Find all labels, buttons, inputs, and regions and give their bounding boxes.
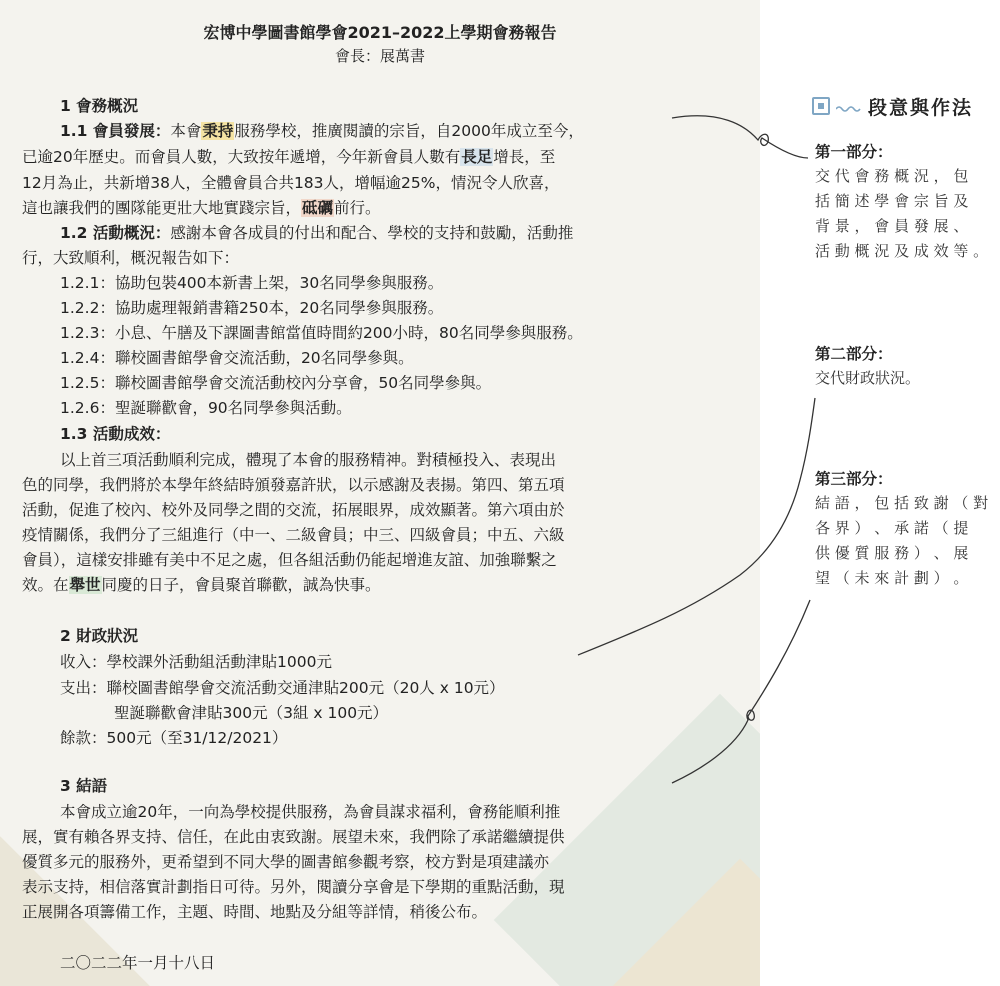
paragraph-line: 展，實有賴各界支持、信任，在此由衷致謝。展望未來，我們除了承諾繼續提供 — [22, 828, 565, 846]
list-item: 1.2.3：小息、午膳及下課圖書館當值時間約200小時，80名同學參與服務。 — [60, 324, 583, 342]
highlighted-word: 舉世 — [69, 576, 101, 594]
paragraph-line: 疫情關係，我們分了三組進行（中一、二級會員；中三、四級會員；中五、六級 — [22, 526, 565, 544]
subsection-label: 1.2 活動概況： — [60, 224, 171, 242]
paragraph-line: 本會成立逾20年，一向為學校提供服務，為會員謀求福利，會務能順利推 — [60, 803, 561, 821]
subsection-label: 1.1 會員發展： — [60, 122, 171, 140]
text: 服務學校，推廣閱讀的宗旨，自2000年成立至今， — [234, 122, 584, 140]
section-heading: 1 會務概況 — [60, 97, 139, 115]
finance-expense: 聖誕聯歡會津貼300元（3組 x 100元） — [114, 704, 389, 722]
note-title: 第三部分： — [815, 470, 893, 488]
text: 已逾20年歷史。而會員人數，大致按年遞增，今年新會員人數有 — [22, 148, 461, 166]
text: 同慶的日子，會員聚首聯歡，誠為快事。 — [101, 576, 381, 594]
list-item: 1.2.5：聯校圖書館學會交流活動校內分享會，50名同學參與。 — [60, 374, 492, 392]
note-line: 結 語 ， 包 括 致 謝 （ 對 — [815, 494, 989, 512]
list-item: 1.2.6：聖誕聯歡會，90名同學參與活動。 — [60, 399, 352, 417]
subsection-label: 1.3 活動成效： — [60, 425, 171, 443]
text: 這也讓我們的團隊能更壯大地實踐宗旨， — [22, 199, 302, 217]
sidebar-heading-text: 段意與作法 — [868, 97, 974, 119]
highlighted-word: 砥礪 — [302, 199, 334, 217]
text: 增長，至 — [493, 148, 556, 166]
paragraph-line: 表示支持，相信落實計劃指日可待。另外，閱讀分享會是下學期的重點活動，現 — [22, 878, 565, 896]
paragraph-line: 正展開各項籌備工作，主題、時間、地點及分組等詳情，稍後公布。 — [22, 903, 488, 921]
connector-line-1 — [672, 116, 808, 158]
section-heading: 3 結語 — [60, 777, 108, 795]
paragraph-line: 色的同學，我們將於本學年終結時頒發嘉許狀，以示感謝及表揚。第四、第五項 — [22, 476, 565, 494]
finance-balance: 餘款：500元（至31/12/2021） — [60, 729, 288, 747]
list-item: 1.2.1：協助包裝400本新書上架，30名同學參與服務。 — [60, 274, 444, 292]
paragraph-line: 活動，促進了校內、校外及同學之間的交流，拓展眼界，成效顯著。第六項由於 — [22, 501, 565, 519]
note-line: 括 簡 述 學 會 宗 旨 及 — [815, 192, 969, 210]
list-item: 1.2.4：聯校圖書館學會交流活動，20名同學參與。 — [60, 349, 414, 367]
text: 本會 — [170, 122, 202, 140]
note-title: 第一部分： — [815, 143, 893, 161]
note-line: 望 （ 未 來 計 劃 ） 。 — [815, 569, 969, 587]
document-author: 會長：展萬書 — [334, 47, 425, 65]
note-line: 交 代 會 務 概 況 ， 包 — [815, 167, 969, 185]
finance-income: 收入：學校課外活動組活動津貼1000元 — [60, 653, 332, 671]
finance-expense: 支出：聯校圖書館學會交流活動交通津貼200元（20人 x 10元） — [60, 679, 505, 697]
section-heading: 2 財政狀況 — [60, 627, 139, 645]
paragraph-line: 會員），這樣安排雖有美中不足之處，但各組活動仍能起增進友誼、加強聯繫之 — [22, 551, 557, 569]
document-title: 宏博中學圖書館學會2021–2022上學期會務報告 — [203, 23, 557, 42]
note-line: 背 景 ， 會 員 發 展 、 — [815, 217, 969, 235]
note-title: 第二部分： — [815, 345, 893, 363]
note-line: 交代財政狀況。 — [815, 369, 921, 387]
paragraph-line: 行，大致順利，概況報告如下： — [22, 249, 240, 267]
connector-line-3 — [672, 600, 810, 783]
note-line: 各 界 ） 、 承 諾 （ 提 — [815, 519, 969, 537]
paragraph-line: 優質多元的服務外，更希望到不同大學的圖書館參觀考察，校方對是項建議亦 — [22, 853, 550, 871]
note-line: 供 優 質 服 務 ） 、 展 — [815, 544, 969, 562]
text: 感謝本會各成員的付出和配合、學校的支持和鼓勵，活動推 — [170, 224, 574, 242]
paragraph-line: 以上首三項活動順利完成，體現了本會的服務精神。對積極投入、表現出 — [60, 451, 557, 469]
note-line: 活 動 概 況 及 成 效 等 。 — [815, 242, 989, 260]
list-item: 1.2.2：協助處理報銷書籍250本，20名同學參與服務。 — [60, 299, 444, 317]
highlighted-word: 長足 — [461, 148, 493, 166]
connector-line-2 — [578, 398, 815, 655]
paragraph-line: 12月為止，共新增38人，全體會員合共183人，增幅逾25%，情況令人欣喜， — [22, 174, 560, 192]
text: 效。在 — [22, 576, 69, 594]
document-date: 二〇二二年一月十八日 — [60, 954, 216, 972]
text: 前行。 — [334, 199, 381, 217]
highlighted-word: 秉持 — [202, 122, 234, 140]
